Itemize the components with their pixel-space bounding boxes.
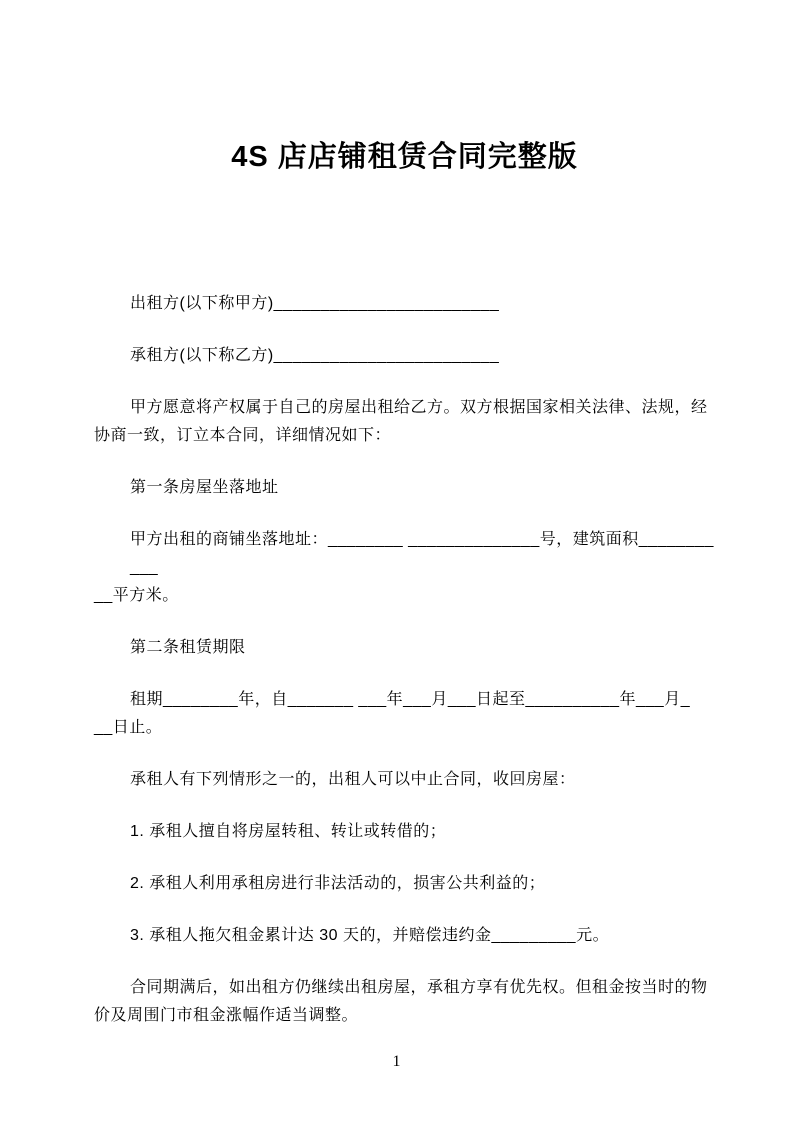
page-number: 1: [392, 1053, 401, 1070]
text-line: 甲方愿意将产权属于自己的房屋出租给乙方。双方根据国家相关法律、法规，经: [130, 399, 708, 416]
text-line: __日止。: [94, 719, 163, 736]
paragraph-lessee: [94, 342, 715, 370]
text-line: 第一条房屋坐落地址: [130, 479, 279, 496]
clause-item-1: [94, 818, 715, 846]
text-line: 第二条租赁期限: [130, 639, 246, 656]
heading-article-1: [94, 474, 715, 502]
heading-article-2: [94, 634, 715, 662]
document-title: 4S 店店铺租赁合同完整版: [231, 141, 578, 173]
clause-item-3: [94, 922, 715, 950]
text-line: 价及周围门市租金涨幅作适当调整。: [94, 1007, 359, 1024]
text-line: 3. 承租人拖欠租金累计达 30 天的，并赔偿违约金_________元。: [130, 927, 610, 944]
paragraph-renewal: [94, 974, 715, 1030]
paragraph-address: [94, 526, 719, 610]
text-line: 出租方(以下称甲方)________________________: [130, 295, 500, 312]
paragraph-term: [94, 686, 715, 742]
clause-item-2: [94, 870, 715, 898]
text-line: 1. 承租人擅自将房屋转租、转让或转借的；: [130, 823, 447, 840]
text-line: 2. 承租人利用承租房进行非法活动的，损害公共利益的；: [130, 875, 546, 892]
text-line: 租期________年，自_______ ___年___月___日起至__________年___月_: [130, 691, 691, 708]
text-line: 甲方出租的商铺坐落地址：________ ______________号，建筑面积________ ___: [130, 531, 719, 576]
text-line: 协商一致，订立本合同，详细情况如下：: [94, 427, 392, 444]
text-line: 承租方(以下称乙方)________________________: [130, 347, 500, 364]
paragraph-intro: [94, 394, 715, 450]
document-body: [94, 290, 719, 1030]
text-line: __平方米。: [94, 587, 179, 604]
paragraph-lessor: [94, 290, 715, 318]
paragraph-termination-intro: [94, 766, 715, 794]
text-line: 合同期满后，如出租方仍继续出租房屋，承租方享有优先权。但租金按当时的物: [130, 979, 708, 996]
text-line: 承租人有下列情形之一的，出租人可以中止合同，收回房屋：: [130, 771, 576, 788]
